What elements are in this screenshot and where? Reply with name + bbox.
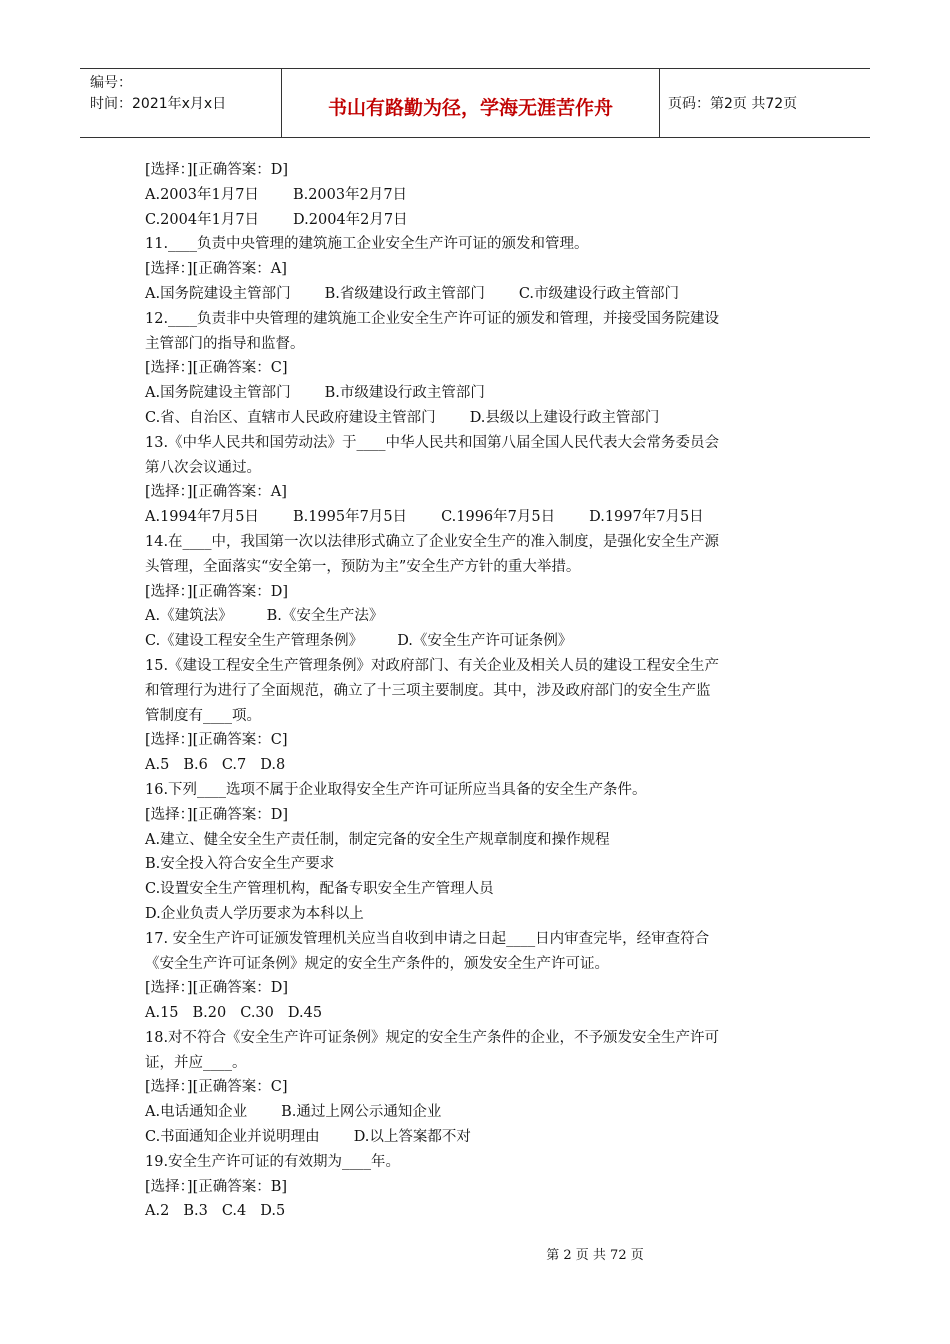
answer-line: [选择：][正确答案：D] — [145, 980, 289, 997]
option-item: D.45 — [287, 1005, 323, 1022]
option-row — [145, 852, 815, 877]
option-item: C.30 — [240, 1005, 274, 1022]
question-text: 主管部门的指导和监督。 — [145, 335, 305, 352]
option-item: C.书面通知企业并说明理由 — [145, 1129, 320, 1146]
option-row — [145, 828, 815, 853]
doc-code-label: 编号： — [90, 75, 132, 91]
option-item: A.国务院建设主管部门 — [145, 285, 291, 302]
answer-line: [选择：][正确答案：D] — [145, 162, 289, 178]
option-row — [145, 1001, 815, 1026]
question-text: 11.____负责中央管理的建筑施工企业安全生产许可证的颁发和管理。 — [145, 236, 589, 253]
question-block — [145, 530, 815, 654]
option-item: A.国务院建设主管部门 — [145, 385, 291, 402]
question-block — [145, 307, 815, 431]
option-item: C.1996年7月5日 — [441, 509, 556, 526]
answer-line: [选择：][正确答案：B] — [145, 1178, 288, 1195]
option-row — [145, 629, 815, 654]
option-row — [145, 1125, 815, 1150]
option-row — [145, 1100, 815, 1125]
option-item: A.5 — [145, 757, 170, 774]
question-text: 16.下列____选项不属于企业取得安全生产许可证所应当具备的安全生产条件。 — [145, 781, 647, 798]
option-item: B.3 — [183, 1203, 208, 1220]
answer-line: [选择：][正确答案：D] — [145, 806, 289, 823]
question-text: 19.安全生产许可证的有效期为____年。 — [145, 1153, 401, 1170]
option-row — [145, 282, 815, 307]
option-item: D.5 — [260, 1203, 286, 1220]
question-text: 《安全生产许可证条例》规定的安全生产条件的，颁发安全生产许可证。 — [145, 955, 609, 972]
option-item: B.2003年2月7日 — [292, 186, 408, 203]
option-item: D.以上答案都不对 — [353, 1129, 471, 1146]
question-block — [145, 1150, 815, 1224]
option-item: A.《建筑法》 — [145, 608, 233, 625]
option-row — [145, 183, 815, 208]
question-text: 13.《中华人民共和国劳动法》于____中华人民共和国第八届全国人民代表大会常务委员会 — [145, 434, 720, 451]
question-text: 15.《建设工程安全生产管理条例》对政府部门、有关企业及相关人员的建设工程安全生产 — [145, 657, 720, 674]
option-row — [145, 208, 815, 233]
question-text: 证，并应____。 — [145, 1054, 247, 1071]
option-item: A.2003年1月7日 — [145, 186, 259, 203]
question-text: 18.对不符合《安全生产许可证条例》规定的安全生产条件的企业，不予颁发安全生产许可 — [145, 1029, 720, 1046]
question-text: 12.____负责非中央管理的建筑施工企业安全生产许可证的颁发和管理，并接受国务院建设 — [145, 310, 720, 327]
option-item: A.电话通知企业 — [145, 1104, 248, 1121]
option-item: C.设置安全生产管理机构，配备专职安全生产管理人员 — [145, 881, 494, 898]
question-text: 管制度有____项。 — [145, 707, 261, 724]
option-item: B.省级建设行政主管部门 — [324, 285, 485, 302]
option-item: D.企业负责人学历要求为本科以上 — [145, 905, 364, 922]
option-item: D.县级以上建设行政主管部门 — [469, 409, 660, 426]
option-row — [145, 406, 815, 431]
question-text: 头管理，全面落实“安全第一，预防为主”安全生产方针的重大举措。 — [145, 558, 581, 575]
option-item: D.2004年2月7日 — [293, 211, 408, 228]
question-block — [145, 927, 815, 1026]
answer-line: [选择：][正确答案：C] — [145, 360, 288, 377]
question-block — [145, 232, 815, 306]
doc-time-label: 时间：2021年x月x日 — [90, 96, 227, 112]
option-item: A.2 — [145, 1203, 170, 1220]
question-block — [145, 778, 815, 927]
option-row — [145, 902, 815, 927]
option-item: B.市级建设行政主管部门 — [324, 385, 485, 402]
option-item: B.20 — [192, 1005, 227, 1022]
question-block — [145, 654, 815, 778]
question-text: 17. 安全生产许可证颁发管理机关应当自收到申请之日起____日内审查完毕，经审查符合 — [145, 930, 710, 947]
answer-line: [选择：][正确答案：C] — [145, 1079, 288, 1096]
question-list — [145, 158, 815, 1224]
option-row — [145, 604, 815, 629]
option-item: C.2004年1月7日 — [145, 211, 260, 228]
option-item: C.7 — [221, 757, 247, 774]
option-item: C.市级建设行政主管部门 — [518, 285, 680, 302]
answer-line: [选择：][正确答案：D] — [145, 583, 289, 600]
option-row — [145, 1199, 815, 1224]
page-header — [80, 68, 870, 138]
answer-line: [选择：][正确答案：A] — [145, 484, 287, 501]
option-item: B.6 — [183, 757, 208, 774]
option-item: B.1995年7月5日 — [292, 509, 408, 526]
option-row — [145, 877, 815, 902]
option-item: B.通过上网公示通知企业 — [281, 1104, 442, 1121]
option-item: D.《安全生产许可证条例》 — [397, 633, 573, 650]
option-item: A.1994年7月5日 — [145, 509, 259, 526]
option-row — [145, 381, 815, 406]
header-left-cell — [80, 69, 282, 137]
question-block — [145, 431, 815, 530]
header-page-info: 页码：第2页 共72页 — [668, 96, 798, 112]
question-text: 第八次会议通过。 — [145, 459, 261, 476]
option-row — [145, 753, 815, 778]
option-item: A.建立、健全安全生产责任制，制定完备的安全生产规章制度和操作规程 — [145, 831, 610, 848]
question-text: 14.在____中，我国第一次以法律形式确立了企业安全生产的准入制度，是强化安全生产源 — [145, 533, 720, 550]
answer-line: [选择：][正确答案：C] — [145, 732, 288, 749]
option-item: B.《安全生产法》 — [266, 608, 384, 625]
option-row — [145, 505, 815, 530]
option-item: A.15 — [145, 1005, 179, 1022]
option-item: C.4 — [221, 1203, 247, 1220]
answer-line: [选择：][正确答案：A] — [145, 261, 287, 278]
option-item: C.省、自治区、直辖市人民政府建设主管部门 — [145, 409, 436, 426]
question-block — [145, 1026, 815, 1150]
page-footer: 第 2 页 共 72 页 — [546, 1248, 644, 1263]
option-item: D.8 — [260, 757, 286, 774]
option-item: C.《建设工程安全生产管理条例》 — [145, 633, 364, 650]
option-item: B.安全投入符合安全生产要求 — [145, 856, 335, 873]
header-motto: 书山有路勤为径，学海无涯苦作舟 — [282, 69, 660, 137]
question-block — [145, 158, 815, 232]
question-text: 和管理行为进行了全面规范，确立了十三项主要制度。其中，涉及政府部门的安全生产监 — [145, 682, 711, 699]
option-item: D.1997年7月5日 — [589, 509, 704, 526]
